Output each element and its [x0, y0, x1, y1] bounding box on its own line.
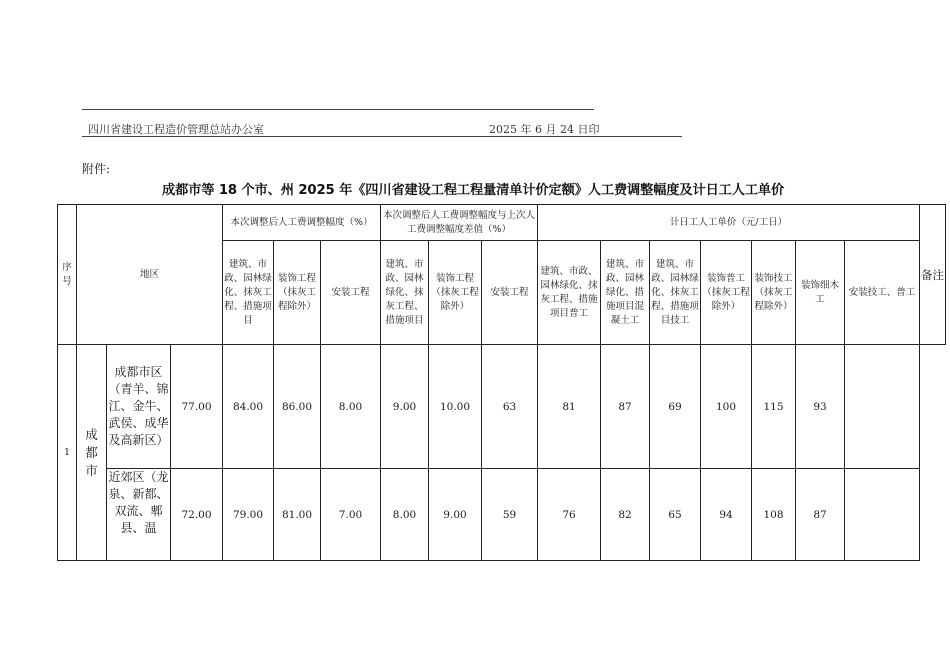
- sub-adjust-header: 建筑、市政、园林绿化、抹灰工程、措施项目: [223, 241, 274, 345]
- sub-diff-header: 建筑、市政、园林绿化、抹灰工程、措施项目: [381, 241, 429, 345]
- header-row-1: [58, 205, 946, 241]
- dayrate-value: 94: [701, 469, 752, 561]
- sub-dayrate-header: 安装技工、普工: [845, 241, 920, 345]
- col-seq-label: 序号: [62, 261, 72, 287]
- diff-value: 8.00: [321, 345, 381, 469]
- col-seq-header: [58, 205, 77, 345]
- note-cell: [845, 345, 920, 469]
- group-dayrate-header: 计日工人工单价（元/工日）: [538, 205, 920, 241]
- dayrate-value: 63: [482, 345, 538, 469]
- dayrate-value: 115: [752, 345, 796, 469]
- document-title: 成都市等 18 个市、州 2025 年《四川省建设工程工程量清单计价定额》人工费调整幅度及计日工人工单价: [162, 183, 785, 198]
- sub-dayrate-header: 装饰技工（抹灰工程除外）: [752, 241, 796, 345]
- dayrate-value: 100: [701, 345, 752, 469]
- col-note-header: 备注: [920, 205, 946, 345]
- dayrate-value: 87: [601, 345, 650, 469]
- dayrate-value: 93: [796, 345, 845, 469]
- dayrate-value: 69: [650, 345, 701, 469]
- dayrate-value: 76: [538, 469, 601, 561]
- city-cell: [77, 345, 107, 561]
- dayrate-value: 81: [538, 345, 601, 469]
- diff-value: 9.00: [429, 469, 482, 561]
- note-cell: [845, 469, 920, 561]
- adjust-value: 72.00: [171, 469, 223, 561]
- group-adjust-header: 本次调整后人工费调整幅度（%）: [223, 205, 381, 241]
- dayrate-value: 108: [752, 469, 796, 561]
- office-name: 四川省建设工程造价管理总站办公室: [88, 123, 264, 136]
- subregion-name: 成都市区（青羊、锦江、金牛、武侯、成华及高新区）: [107, 345, 171, 469]
- diff-value: 9.00: [381, 345, 429, 469]
- sub-dayrate-header: 装饰普工（抹灰工程除外）: [701, 241, 752, 345]
- table-row: [58, 469, 946, 561]
- sub-dayrate-header: 建筑、市政、园林绿化、措施项目混凝土工: [601, 241, 650, 345]
- city-name: 成都市: [85, 426, 98, 478]
- table-row: [58, 345, 946, 469]
- sub-dayrate-header: 建筑、市政、园林绿化、抹灰工程、措施项目技工: [650, 241, 701, 345]
- subregion-name: 近郊区（龙泉、新都、双流、郫县、温: [107, 469, 171, 561]
- row-seq: 1: [58, 345, 77, 561]
- adjust-value: 84.00: [223, 345, 274, 469]
- dayrate-value: 65: [650, 469, 701, 561]
- sub-diff-header: 安装工程: [482, 241, 538, 345]
- adjust-value: 79.00: [223, 469, 274, 561]
- sub-dayrate-header: 建筑、市政、园林绿化、抹灰工程、措施项目普工: [538, 241, 601, 345]
- diff-value: 8.00: [381, 469, 429, 561]
- dayrate-value: 82: [601, 469, 650, 561]
- dayrate-value: 87: [796, 469, 845, 561]
- adjust-value: 77.00: [171, 345, 223, 469]
- header-bottom-rule: [82, 136, 682, 137]
- group-diff-header: 本次调整后人工费调整幅度与上次人工费调整幅度差值（%）: [381, 205, 538, 241]
- dayrate-value: 59: [482, 469, 538, 561]
- sub-adjust-header: 装饰工程（抹灰工程除外）: [274, 241, 321, 345]
- labor-cost-table: [57, 204, 946, 561]
- diff-value: 7.00: [321, 469, 381, 561]
- attachment-label: 附件:: [82, 162, 111, 176]
- print-date: 2025 年 6 月 24 日印: [489, 123, 600, 136]
- sub-dayrate-header: 装饰细木工: [796, 241, 845, 345]
- adjust-value: 86.00: [274, 345, 321, 469]
- diff-value: 10.00: [429, 345, 482, 469]
- sub-adjust-header: 安装工程: [321, 241, 381, 345]
- col-region-header: 地区: [77, 205, 223, 345]
- header-top-rule: [82, 109, 594, 110]
- adjust-value: 81.00: [274, 469, 321, 561]
- sub-diff-header: 装饰工程（抹灰工程除外）: [429, 241, 482, 345]
